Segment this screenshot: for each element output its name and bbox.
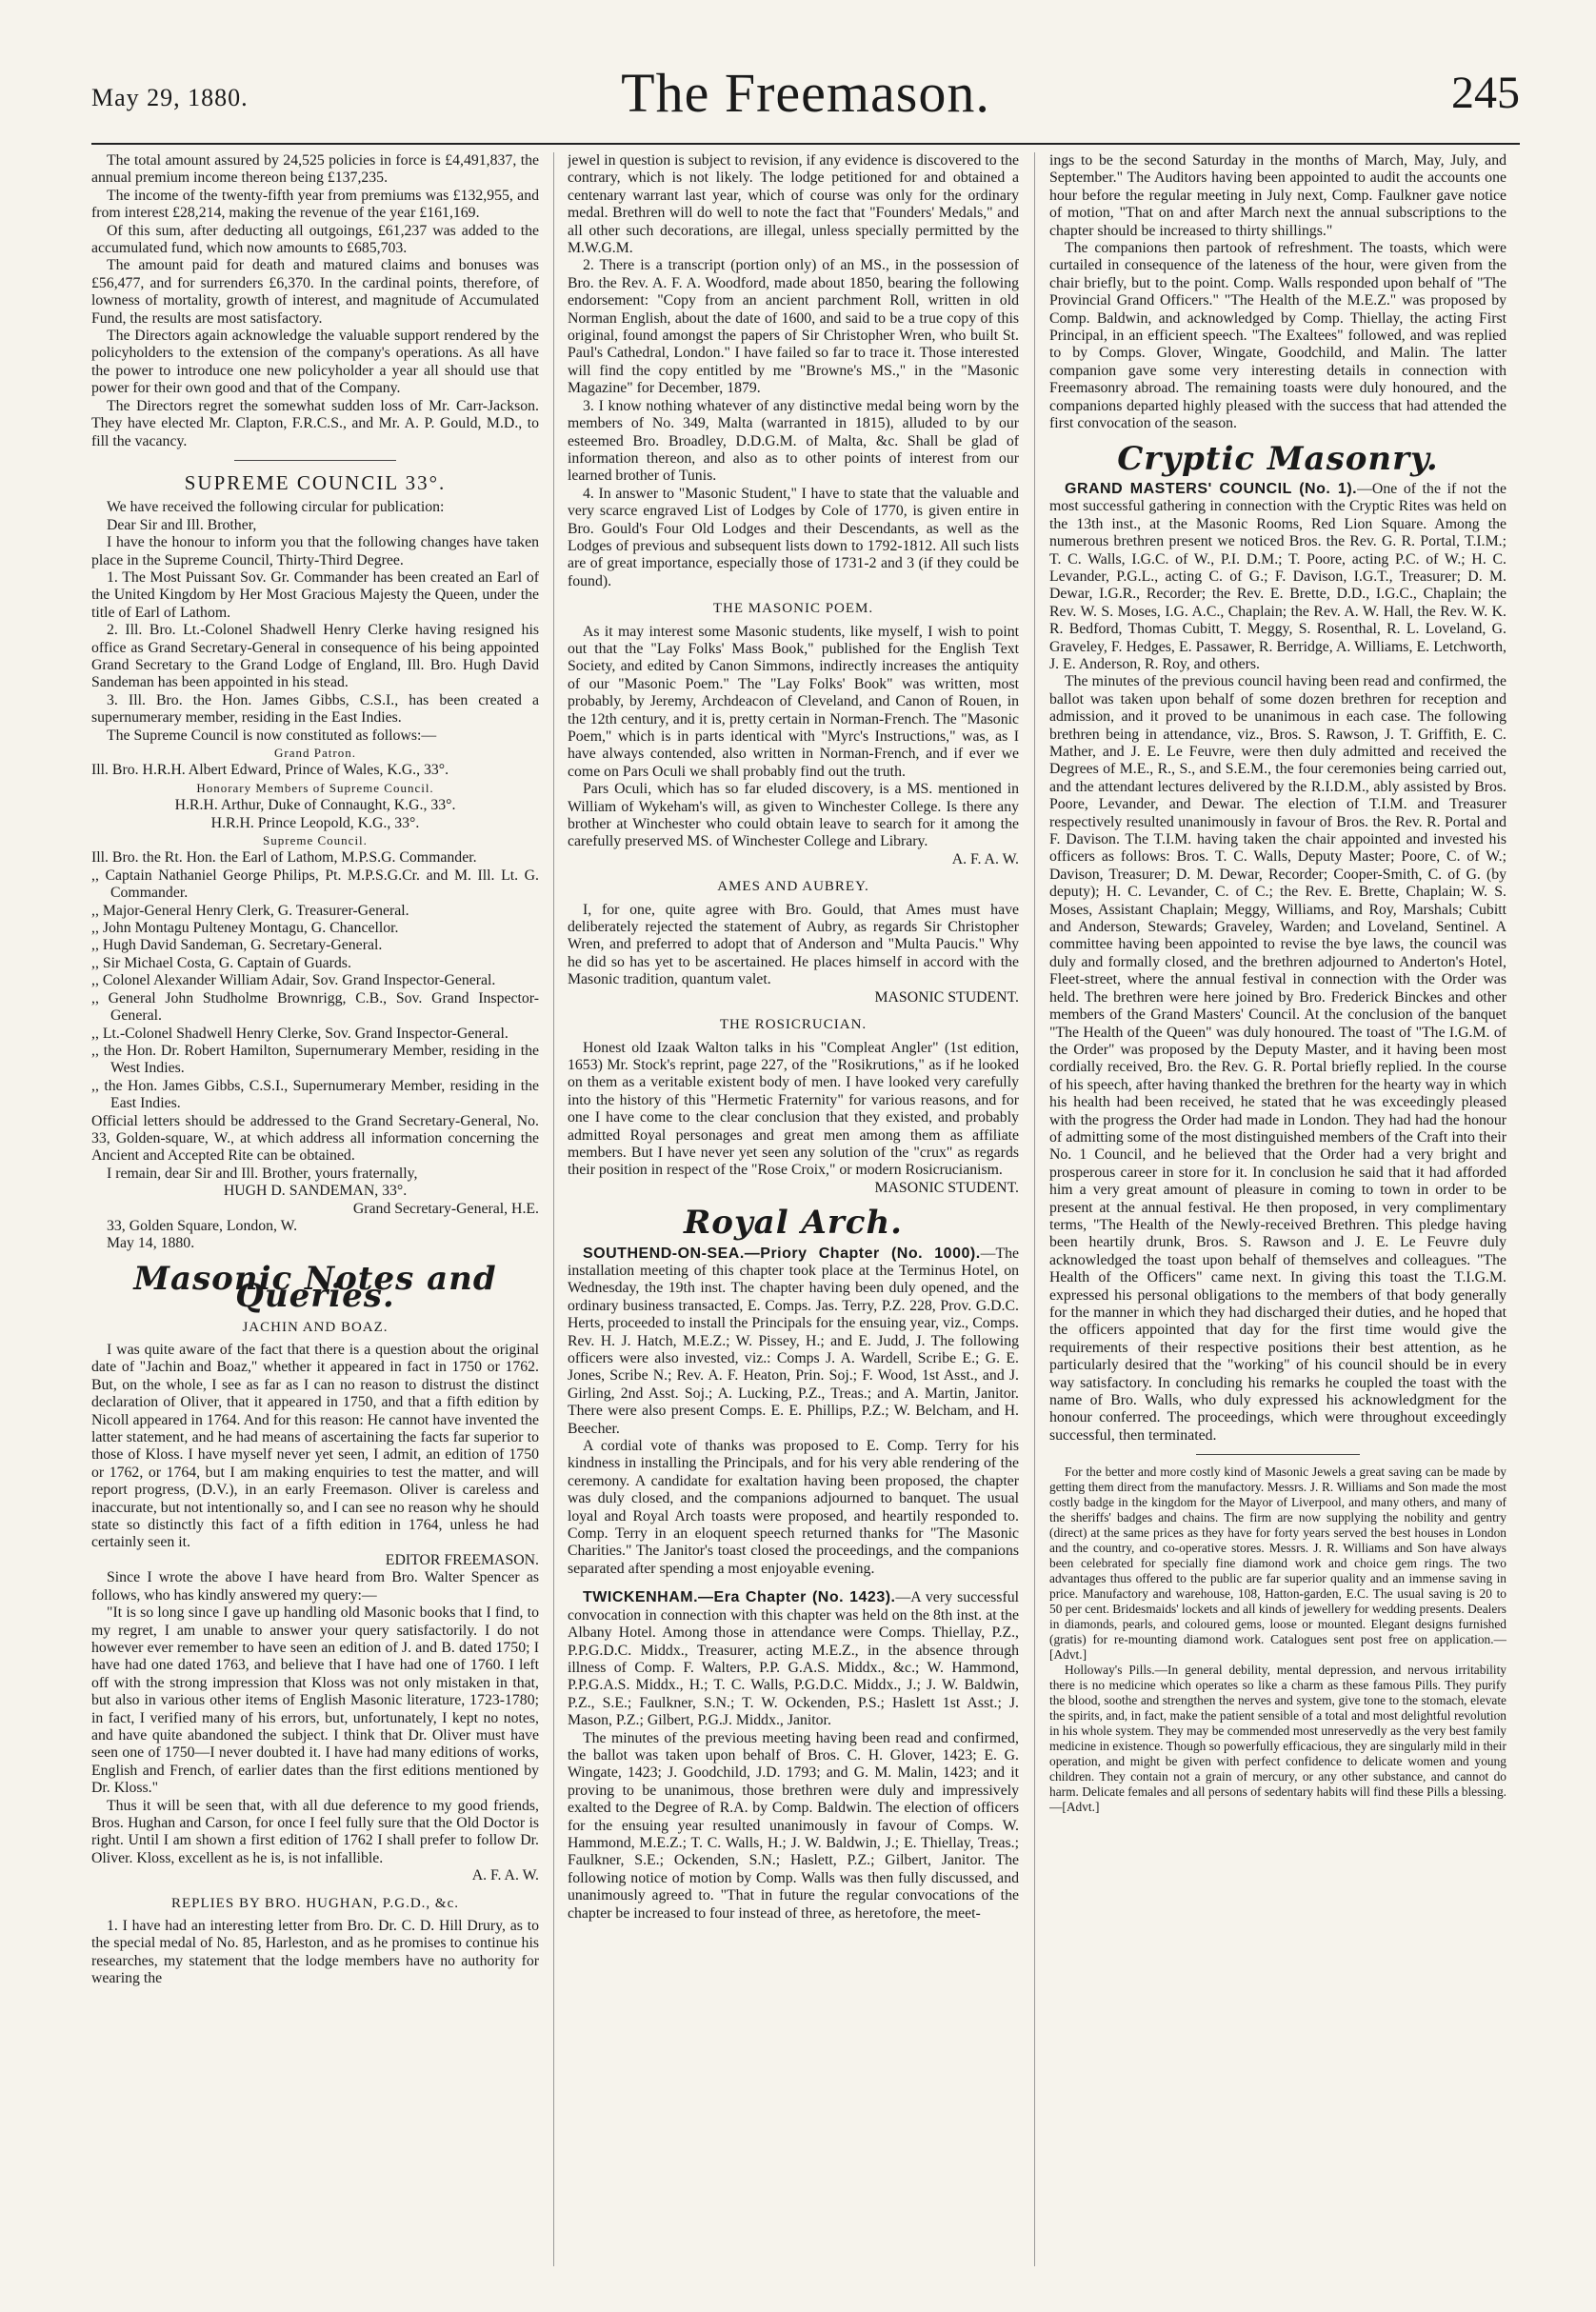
council-member: ,, the Hon. Dr. Robert Hamilton, Supernumerary Member, residing in the West Indies.: [91, 1042, 539, 1077]
honorary-member: H.R.H. Arthur, Duke of Connaught, K.G., 33°.: [174, 797, 456, 814]
paragraph: —One of the if not the most successful gathering in connection with the Cryptic Rites was held on the 13th inst., at the Masonic Rooms, Red Lion Square. Among the numerous brethren present we noticed Bros. the Rev. G. R. Portal, T.I.M.; T. C. Walls, I.G.C. of W., P.I. D.M.; T. Poore, acting P.C. of W.; H. C. Levander, P.G.L., acting C. of G.; F. Davison, I.G.T., Treasurer; D. M. Dewar, I.G.R., Recorder; the Rev. E. Brette, D.D., I.G.C., Chaplain; the Rev. W. S. Moses, I.G. A.C., Chaplain; the Rev. A. W. Hall, the Rev. W. K. R. Bedford, Thomas Cubitt, T. Meggy, S. Rosenthal, R. L. Loveland, G. Graveley, F. Hedges, E. Passawer, R. Berridge, A. Williams, E. Letchworth, J. E. Anderson, R. Roy, and others.: [1049, 480, 1506, 672]
paragraph: The amount paid for death and matured claims and bonuses was £56,477, and for surrenders £6,370. In the cardinal points, therefore, of lowness of mortality, growth of interest, and magnitude of Accumulated Fund, the results are most satisfactory.: [91, 257, 539, 327]
supreme-council-label: Supreme Council.: [263, 833, 368, 848]
report-head: SOUTHEND-ON-SEA.: [583, 1245, 745, 1262]
cryptic-masonry-heading: Cryptic Masonry.: [1117, 439, 1439, 478]
paragraph: Thus it will be seen that, with all due deference to my good friends, Bros. Hughan and Carson, for once I feel fully sure that the Old Doctor is right. Until I am shown a first edition of 1762 I shall prefer to follow Dr. Oliver. Kloss, excellent as he is, is not infallible.: [91, 1797, 539, 1866]
column-2: [568, 152, 1019, 2276]
paragraph: Of this sum, after deducting all outgoings, £61,237 was added to the accumulated fund, which now amounts to £685,703.: [91, 222, 539, 257]
paragraph: The Directors again acknowledge the valuable support rendered by the policyholders to the extension of the company's operations. As all have the power to introduce one new policyholder a year all should use that power for their own good and that of the Company.: [91, 328, 539, 397]
signature: A. F. A. W.: [951, 850, 1019, 867]
replies-heading: REPLIES BY BRO. HUGHAN, P.G.D., &c.: [171, 1895, 459, 1911]
paragraph: The minutes of the previous council having been read and confirmed, the ballot was taken upon behalf of some dozen brethren for reception and admission, and it proved to be unanimous in each case. The following brethren being in attendance, viz., Bros. S. Rawson, J. T. Griffith, E. C. Mather, and J. E. Le Feuvre, were then duly admitted and received the Degrees of M.E., R., S., and S.E.M., the four ceremonies being carried out, and the attendant lectures delivered by the R.I.D.M., ably assisted by Bros. Poore, Levander, and Dewar. The election of T.I.M. and Treasurer respectively resulted unanimously in favour of Bros. the Rev. R. Portal and F. Davison. The T.I.M. having taken the chair appointed and invested his officers as follows: Bros. T. C. Walls, Deputy Master; Poore, C. of W.; Davison, Treasurer; D. M. Dewar, Recorder; Cooper-Smith, C. of G. (by deputy); H. C. Levander, C. of C.; the Rev. E. Brette, Chaplain; W. S. Moses, Assistant Chaplain; Meggy, Williams, and Roy, Marshals; Cubitt and Anderson, Stewards; Graveley, Warden; and Loveland, Sentinel. A committee having been appointed to revise the bye laws, the council was duly and formally closed, and the brethren adjourned to Anderton's Hotel, Fleet-street, where the annual festival in connection with the Order was held. The brethren were here joined by Bro. Frederick Binckes and other members of the Grand Masters' Council. At the conclusion of the banquet "The Health of the Queen" was duly honoured. The toast of "The I.G.M. of the Order" was proposed by the Deputy Master, and it having been most cordially received, Bro. the Rev. G. R. Portal briefly replied. In the course of his speech, after having thanked the brethren for the hearty way in which his health had been received, he stated that he was exceedingly pleased with the progress the Order had made in London. They had had the honour of admitting some of the most distinguished members of the Craft into their No. 1 Council, and he believed that the Order had a very bright and prosperous career in store for it. In conclusion he said that it had afforded him a very great amount of pleasure in coming to town in order to be present at the annual festival. He then proposed, in very complimentary terms, "The Health of the Newly-received Brethren. This pledge having been heartily drunk, Bros. S. Rawson and J. E. Le Feuvre duly acknowledged the toast upon behalf of themselves and colleagues. "The Health of the Officers" came next. In giving this toast the T.I.G.M. expressed his personal obligations to the members of that body generally for the manner in which they had discharged their duties, and he hoped that the officers appointed that day for the first time would give the requirements of their respective positions their best attention, as he particularly desired that the "working" of his council should be in every way satisfactory. In concluding his remarks he coupled the toast with the name of Bro. Walls, who duly expressed his acknowledgment for the honour conferred. The proceedings, which were throughout exceedingly successful, then terminated.: [1049, 673, 1506, 1444]
column-divider: [553, 152, 554, 2266]
paragraph: 3. Ill. Bro. the Hon. James Gibbs, C.S.I., has been created a supernumerary member, residing in the East Indies.: [91, 691, 539, 727]
address: 33, Golden Square, London, W.: [107, 1217, 298, 1234]
signature: A. F. A. W.: [471, 1867, 539, 1884]
closing: I remain, dear Sir and Ill. Brother, yours fraternally,: [107, 1165, 418, 1182]
column-3: [1049, 152, 1506, 2276]
royal-arch-heading: Royal Arch.: [683, 1204, 904, 1243]
council-member: ,, Hugh David Sandeman, G. Secretary-General.: [91, 937, 383, 954]
issue-date: May 29, 1880.: [91, 84, 249, 111]
paragraph: I have the honour to inform you that the following changes have taken place in the Supreme Council, Thirty-Third Degree.: [91, 534, 539, 568]
page-number: 245: [1451, 68, 1520, 118]
supreme-council-heading: SUPREME COUNCIL 33°.: [184, 470, 447, 494]
council-member: ,, Lt.-Colonel Shadwell Henry Clerke, Sov. Grand Inspector-General.: [91, 1025, 509, 1042]
paragraph: 2. Ill. Bro. Lt.-Colonel Shadwell Henry Clerke having resigned his office as Grand Secretary-General in consequence of his being appointed Grand Secretary to the Grand Lodge of England, Ill. Bro. Hugh David Sandeman has been appointed in his stead.: [91, 622, 539, 691]
council-member: ,, Sir Michael Costa, G. Captain of Guards.: [91, 954, 351, 971]
ames-aubrey-heading: AMES AND AUBREY.: [717, 879, 869, 895]
signature: MASONIC STUDENT.: [874, 1179, 1019, 1196]
council-member: ,, John Montagu Pulteney Montagu, G. Chancellor.: [91, 920, 399, 937]
section-rule: [234, 460, 395, 461]
paragraph: Since I wrote the above I have heard from Bro. Walter Spencer as follows, who has kindly answered my query:—: [91, 1569, 539, 1604]
masonic-poem-heading: THE MASONIC POEM.: [712, 601, 874, 617]
council-member: ,, General John Studholme Brownrigg, C.B., Sov. Grand Inspector-General.: [91, 989, 539, 1025]
council-member: ,, Colonel Alexander William Adair, Sov. Grand Inspector-General.: [91, 972, 496, 989]
paragraph: The total amount assured by 24,525 policies in force is £4,491,837, the annual premium income thereon being £137,235.: [91, 152, 539, 187]
column-1: [91, 152, 539, 2276]
paragraph: A cordial vote of thanks was proposed to E. Comp. Terry for his kindness in installing the Principals, and for his very able rendering of the ceremony. A candidate for exaltation having been proposed, the chapter was duly closed, and the companions adjourned to banquet. The usual loyal and Royal Arch toasts were proposed, and heartily responded to. Comp. Terry in an eloquent speech returned thanks for "The Masonic Charities." The Janitor's toast closed the proceedings, and the companions separated after spending a most enjoyable evening.: [568, 1438, 1019, 1577]
masthead-rule: [91, 143, 1520, 145]
paragraph: I, for one, quite agree with Bro. Gould, that Ames must have deliberately rejected the statement of Aubry, as regards Sir Christopher Wren, and preferred to adopt that of Anderson and "Multa Paucis." Why he did so has yet to be ascertained. He places himself in accord with the Masonic tradition, quantum valet.: [568, 901, 1019, 988]
advertisement: Holloway's Pills.—In general debility, mental depression, and nervous irritability there is no medicine which operates so like a charm as these famous Pills. They purify the blood, soothe and strengthen the nerves and system, give tone to the stomach, elevate the spirits, and, in fact, make the patient sensible of a total and most delightful revolution in his whole system. They may be commended most unreservedly as the very best family medicine in existence. Though so powerfully efficacious, they are singularly mild in their operation, and might be given with perfect confidence to delicate women and young children. They contain not a grain of mercury, or any other substance, and cannot do harm. Delicate females and all persons of sedentary habits will find these Pills a blessing.—[Advt.]: [1049, 1663, 1506, 1815]
paragraph: The income of the twenty-fifth year from premiums was £132,955, and from interest £28,214, making the revenue of the year £161,169.: [91, 187, 539, 222]
paragraph: 1. I have had an interesting letter from Bro. Dr. C. D. Hill Drury, as to the special medal of No. 85, Harleston, and as he promises to continue his researches, my statement that the lodge members have no authority for wearing the: [91, 1918, 539, 1987]
paragraph: Pars Oculi, which has so far eluded discovery, is a MS. mentioned in William of Wykeham's will, as given to Winchester College. Is there any brother at Winchester who could obtain leave to search for it among the carefully preserved MS. of Winchester College and Library.: [568, 781, 1019, 850]
report-subhead: —Priory Chapter (No. 1000).: [744, 1245, 981, 1262]
paragraph: The Supreme Council is now constituted as follows:—: [107, 727, 437, 744]
council-member: Ill. Bro. the Rt. Hon. the Earl of Lathom, M.P.S.G. Commander.: [91, 849, 477, 867]
paragraph: ings to be the second Saturday in the months of March, May, July, and September." The Auditors having been appointed to audit the accounts one hour before the regular meeting in July next, Comp. Faulkner gave notice of motion, "That on and after March next the annual subscriptions to the chapter should be increased to thirty shillings.": [1049, 152, 1506, 239]
report-head: GRAND MASTERS' COUNCIL (No. 1).: [1065, 480, 1358, 497]
paragraph: As it may interest some Masonic students, like myself, I wish to point out that the "Lay Folks' Mass Book," published for the English Text Society, and edited by Canon Simmons, indirectly increases the antiquity of our "Masonic Poem." The "Lay Folks' Book" was written, most probably, by Jeremy, Archdeacon of Cleveland, and Canon of Rouen, in the 12th century, and it is, pretty certain in Norman-French. The "Masonic Poem," which is in parts identical with "Myrc's Instructions," was, as I have always contended, also written in Norman-French, and if ever we come on Pars Oculi we shall probably find out the truth.: [568, 623, 1019, 780]
grand-patron-label: Grand Patron.: [274, 746, 356, 760]
paragraph: The Directors regret the somewhat sudden loss of Mr. Carr-Jackson. They have elected Mr. Clapton, F.R.C.S., and Mr. A. P. Gould, M.D., to fill the vacancy.: [91, 397, 539, 449]
signature: EDITOR FREEMASON.: [385, 1551, 539, 1568]
council-member: ,, the Hon. James Gibbs, C.S.I., Supernumerary Member, residing in the East Indies.: [91, 1077, 539, 1112]
address-date: May 14, 1880.: [107, 1235, 195, 1252]
council-member: ,, Captain Nathaniel George Philips, Pt. M.P.S.G.Cr. and M. Ill. Lt. G. Commander.: [91, 867, 539, 902]
paragraph: I was quite aware of the fact that there is a question about the original date of "Jachin and Boaz," whether it appeared in fact in 1750 or 1762. But, on the whole, I see as far as I can no reason to distrust the distinct declaration of Oliver, that it appeared in 1750, and that a fifth edition by Nicoll appeared in 1764. And for this reason: He cannot have invented the latter statement, and he had means of ascertaining the facts far superior to those of Kloss. I have myself never yet seen, I admit, an edition of 1750 or 1762, or 1764, but I am making enquiries to test the matter, and will report progress, (D.V.), in an early Freemason. Oliver is careless and inaccurate, but not intentionally so, and I can see no reason why he should state so distinctly this fact of a fifth edition in 1764, unless he had certainly seen it.: [91, 1342, 539, 1551]
paragraph: "It is so long since I gave up handling old Masonic books that I find, to my regret, I am unable to answer your query satisfactorily. I do not however ever remember to have seen an edition of J. and B. dated 1750; I have had one dated 1763, and believe that I have had one of 1760. I left off with the strong impression that Kloss was not only mistaken in that, but also in various other items of English Masonic literature, 1723-1780; in fact, I verified many of his errors, but, unfortunately, I kept no notes, and have quite abandoned the subject. I think that Dr. Oliver must have seen one of 1750—I never doubted it. I have had many editions of works, English and French, of earlier dates than the first editions mentioned by Dr. Kloss.": [91, 1604, 539, 1797]
paragraph: 2. There is a transcript (portion only) of an MS., in the possession of Bro. the Rev. A. F. A. Woodford, made about 1850, bearing the following endorsement: "Copy from an ancient parchment Roll, written in old Norman English, about the date of 1600, and said to be a true copy of this original, found amongst the papers of Sir Christopher Wren, who built St. Paul's Cathedral, London." I have failed so far to trace it. Those interested will find the copy entitled by me "Browne's MS.," in the "Masonic Magazine" for December, 1879.: [568, 257, 1019, 397]
paragraph: 4. In answer to "Masonic Student," I have to state that the valuable and very scarce engraved List of Lodges by Cole of 1770, is given entire in Bro. Gould's Four Old Lodges and their Descendants, as well as the Lodges of previous and subsequent lists down to 1792-1812. All such lists are of great importance, especially those of 1731-2 and 3 (if they could be found).: [568, 485, 1019, 589]
report-subhead: —Era Chapter (No. 1423).: [698, 1589, 896, 1606]
paragraph: 3. I know nothing whatever of any distinctive medal being worn by the members of No. 349, Malta (warranted in 1815), alluded to by our esteemed Bro. Broadley, D.D.G.M. of Malta, &c. Shall be glad of information thereon, and also as to other points of interest from our learned brother of Tunis.: [568, 397, 1019, 485]
council-members-list: [91, 849, 539, 1112]
honorary-label: Honorary Members of Supreme Council.: [196, 780, 434, 795]
salutation: Dear Sir and Ill. Brother,: [107, 516, 257, 533]
honorary-member: H.R.H. Prince Leopold, K.G., 33°.: [210, 814, 420, 831]
paragraph: Honest old Izaak Walton talks in his "Compleat Angler" (1st edition, 1653) Mr. Stock's reprint, page 227, of the "Rosikrutions," as if he looked on them as a veritable existent body of men. I have looked very carefully into the history of this "Hermetic Fraternity" for various reasons, and for one I have come to the clear conclusion that they existed, and probably admitted Royal personages and great men among them as affiliate members. But I have never yet seen any solution of the "crux" as regards their position in respect of the "Rose Croix," or modern Rosicrucianism.: [568, 1039, 1019, 1179]
paragraph: jewel in question is subject to revision, if any evidence is discovered to the contrary, which is not likely. The lodge petitioned for and obtained a centenary warrant last year, which of course was only for the ordinary medal. Brethren will do well to note the fact that "Founders' Medals," and all other such decorations, are illegal, unless specially permitted by the M.W.G.M.: [568, 152, 1019, 257]
paragraph: Official letters should be addressed to the Grand Secretary-General, No. 33, Golden-square, W., at which address all information concerning the Ancient and Accepted Rite can be obtained.: [91, 1112, 539, 1165]
paragraph: 1. The Most Puissant Sov. Gr. Commander has been created an Earl of the United Kingdom by Her Most Gracious Majesty the Queen, under the title of Earl of Lathom.: [91, 568, 539, 621]
rosicrucian-heading: THE ROSICRUCIAN.: [719, 1017, 868, 1033]
section-rule: [1196, 1454, 1361, 1455]
jachin-heading: JACHIN AND BOAZ.: [242, 1319, 389, 1335]
signature-title: Grand Secretary-General, H.E.: [352, 1200, 539, 1217]
grand-patron: Ill. Bro. H.R.H. Albert Edward, Prince of Wales, K.G., 33°.: [91, 762, 449, 779]
masthead: [91, 57, 1520, 133]
paragraph: —The installation meeting of this chapter took place at the Terminus Hotel, on Wednesday, the 19th inst. The chapter having been duly opened, and the ordinary business transacted, E. Comps. Jas. Terry, P.Z. 228, Prov. G.D.C. Herts, proceeded to install the Principals for the ensuing year, viz., Comps. Rev. H. J. Hatch, M.E.Z.; W. Pissey, H.; and E. Judd, J. The following officers were also invested, viz.: Comps J. A. Wardell, Scribe E.; G. E. Jones, Scribe N.; Rev. A. F. Heaton, Prin. Soj.; F. Wood, 1st Asst., and J. Girling, 2nd Asst. Soj.; A. Lucking, P.Z., Treas.; and A. Martin, Janitor. There were also present Comps. E. E. Phillips, P.Z.; W. Belcham, and H. Beecher.: [568, 1245, 1019, 1437]
masonic-notes-heading: Masonic Notes and Queries.: [133, 1259, 497, 1316]
paragraph: —A very successful convocation in connection with this chapter was held on the 8th inst. at the Albany Hotel. Among those in attendance were Comps. Thiellay, P.Z., P.P.G.D.C. Middx., Treasurer, acting M.E.Z., in the absence through illness of Comp. F. Walters, P.P. G.A.S. Middx., &c.; W. Hammond, P.P.G.A.S. Middx., H.; T. C. Walls, P.G.D.C. Middx., J.; J. W. Baldwin, P.Z., S.E.; Faulkner, S.N.; T. W. Ockenden, P.S.; Haslett 1st Asst.; J. Mason, P.Z.; Gilbert, P.G.J. Middx., Janitor.: [568, 1589, 1019, 1729]
advertisement: For the better and more costly kind of Masonic Jewels a great saving can be made by getting them direct from the manufactory. Messrs. J. R. Williams and Son made the most costly badge in the kingdom for the Mayor of Liverpool, and many others, and many of the sheriffs' badges and chains. The firm are now supplying the nobility and gentry (direct) at the same prices as they have for forty years served the best houses in London and the country, and co-operative stores. Messrs. J. R. Williams and Son have always been celebrated for specially fine diamond work and choice gem rings. The two advantages thus offered to the public are far superior quality and an immense saving in price. Manufactory and warehouse, 108, Hatton-garden, E.C. The usual saving is 20 to 50 per cent. Bridesmaids' lockets and all kinds of jewellery for wedding presents. Dealers in diamonds, pearls, and coloured gems, loose or mounted. Elegant designs furnished (gratis) for re-mounting diamond work. Catalogues sent post free on application.—[Advt.]: [1049, 1465, 1506, 1663]
paragraph: The minutes of the previous meeting having been read and confirmed, the ballot was taken upon behalf of Bros. C. H. Glover, 1423; E. G. Wingate, 1423; J. Goodchild, J.D. 1793; and G. M. Malin, 1423; and it proving to be unanimous, those brethren were duly and impressively exalted to the Degree of R.A. by Comp. Baldwin. The election of officers for the ensuing year resulted unanimously in favour of Comps. W. Hammond, M.E.Z.; T. C. Walls, H.; J. W. Baldwin, J.; E. Thiellay, Treas.; Faulkner, S.E.; Ockenden, S.N.; Haslett, P.Z.; Gilbert, Janitor. The following notice of motion by Comp. Walls was then fully discussed, and unanimously agreed to. "That in future the regular convocations of the chapter be increased to four instead of three, as heretofore, the meet-: [568, 1729, 1019, 1922]
column-divider: [1034, 152, 1035, 2266]
report-head: TWICKENHAM.: [583, 1589, 699, 1606]
paragraph: We have received the following circular for publication:: [107, 499, 445, 516]
signature: HUGH D. SANDEMAN, 33°.: [223, 1183, 408, 1200]
signature: MASONIC STUDENT.: [874, 988, 1019, 1006]
council-member: ,, Major-General Henry Clerk, G. Treasurer-General.: [91, 902, 409, 919]
paragraph: The companions then partook of refreshment. The toasts, which were curtailed in consequence of the lateness of the hour, were given from the chair briefly, but to the point. Comp. Walls responded upon behalf of "The Provincial Grand Officers." "The Health of the M.E.Z." was proposed by Comp. Baldwin, and acknowledged by Comp. Thiellay, the acting First Principal, in an efficient speech. "The Exaltees" followed, and was replied to by Comps. Glover, Wingate, Goodchild, and Malin. The latter companion gave some very interesting details in connection with Freemasonry abroad. The remaining toasts were duly honoured, and the companions departed highly pleased with the success that had attended the first convocation of the season.: [1049, 240, 1506, 432]
publication-title: The Freemason.: [621, 62, 990, 124]
